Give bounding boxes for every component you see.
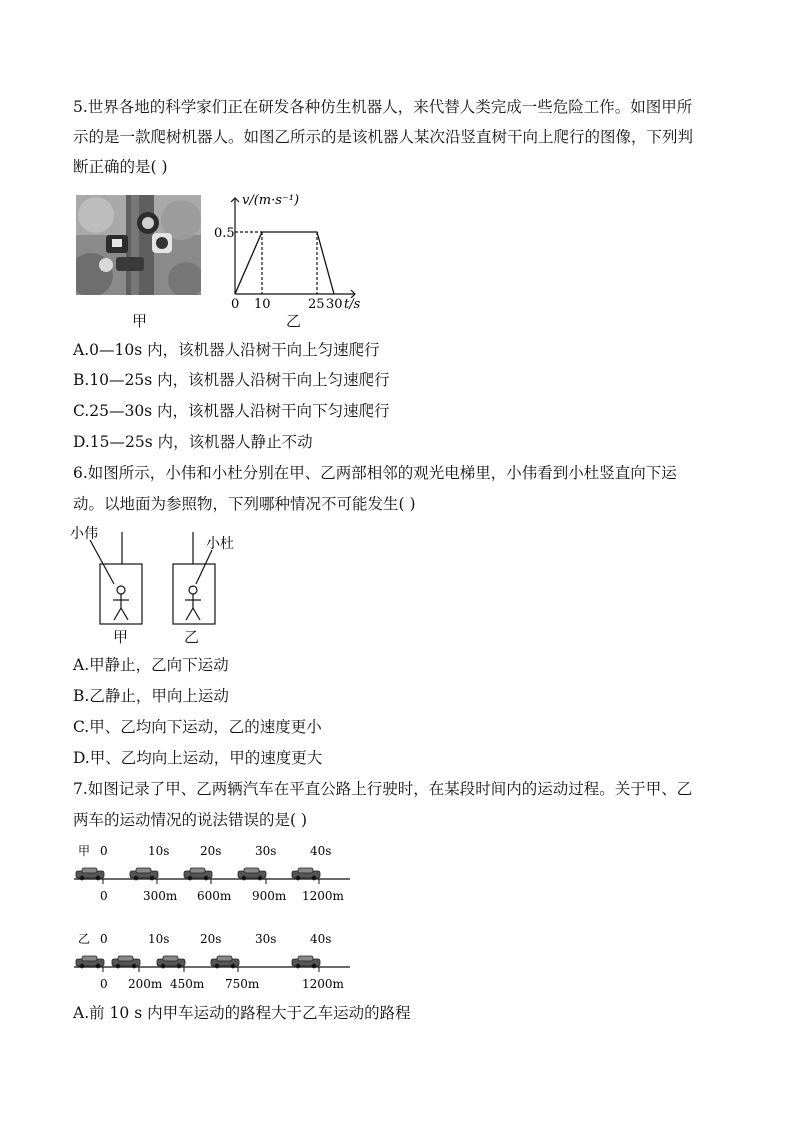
track-jia-label: 甲 — [78, 844, 91, 858]
track-jia-dist-3: 900m — [252, 889, 287, 903]
q7-stem-line-2: 两车的运动情况的说法错误的是( ) — [73, 811, 308, 829]
jia-cars — [76, 868, 320, 880]
track-jia-dist-0: 0 — [100, 889, 108, 903]
q7-stem-line-1: 7.如图记录了甲、乙两辆汽车在平直公路上行驶时，在某段时间内的运动过程。关于甲、乙 — [73, 780, 693, 798]
q6-stem-line-2: 动。以地面为参照物，下列哪种情况不可能发生( ) — [73, 495, 416, 513]
track-jia-time-0: 0 — [100, 844, 108, 858]
q6-option-a: A.甲静止，乙向下运动 — [73, 656, 229, 674]
track-yi-time-3: 30s — [255, 932, 277, 946]
q6-option-c: C.甲、乙均向下运动，乙的速度更小 — [73, 718, 322, 736]
q5-option-b: B.10—25s 内，该机器人沿树干向上匀速爬行 — [73, 371, 390, 389]
elevator-diagram — [70, 522, 250, 627]
graph-y-label: v/(m·s⁻¹) — [242, 193, 300, 208]
graph-x-tick-10: 10 — [254, 297, 271, 310]
q5-option-c: C.25—30s 内，该机器人沿树干向下匀速爬行 — [73, 402, 390, 420]
yi-cars — [76, 956, 320, 968]
label-xiaowei: 小伟 — [70, 526, 98, 542]
track-jia-time-3: 30s — [255, 844, 277, 858]
track-yi-time-1: 10s — [148, 932, 170, 946]
graph-x-label: t/s — [344, 297, 361, 310]
track-yi-time-0: 0 — [100, 932, 108, 946]
track-yi-time-4: 40s — [310, 932, 332, 946]
track-jia-dist-4: 1200m — [302, 889, 344, 903]
car-track-jia — [70, 838, 360, 908]
q6-caption-yi: 乙 — [184, 628, 200, 646]
track-yi-dist-1: 200m — [128, 977, 163, 991]
q5-option-d: D.15—25s 内，该机器人静止不动 — [73, 433, 313, 451]
graph-x-tick-30: 30 — [326, 297, 343, 310]
track-yi-dist-4: 1200m — [302, 977, 344, 991]
q5-stem-line-2: 示的是一款爬树机器人。如图乙所示的是该机器人某次沿竖直树干向上爬行的图像，下列判 — [73, 128, 694, 146]
track-yi-dist-3: 750m — [225, 977, 260, 991]
graph-x-tick-25: 25 — [308, 297, 325, 310]
track-yi-label: 乙 — [78, 932, 91, 946]
car-track-yi — [70, 926, 360, 996]
track-jia-dist-1: 300m — [143, 889, 178, 903]
q6-caption-jia: 甲 — [113, 628, 129, 646]
graph-y-tick: 0.5 — [214, 226, 235, 241]
q5-caption-jia: 甲 — [132, 312, 148, 330]
track-jia-time-4: 40s — [310, 844, 332, 858]
track-yi-time-2: 20s — [200, 932, 222, 946]
robot-photo — [76, 195, 201, 295]
track-jia-time-1: 10s — [148, 844, 170, 858]
track-yi-dist-0: 0 — [100, 977, 108, 991]
q5-caption-yi: 乙 — [286, 312, 302, 330]
q6-option-b: B.乙静止，甲向上运动 — [73, 687, 229, 705]
q6-stem-line-1: 6.如图所示，小伟和小杜分别在甲、乙两部相邻的观光电梯里，小伟看到小杜竖直向下运 — [73, 464, 677, 482]
q6-option-d: D.甲、乙均向上运动，甲的速度更大 — [73, 749, 323, 767]
track-jia-dist-2: 600m — [197, 889, 232, 903]
q5-option-a: A.0—10s 内，该机器人沿树干向上匀速爬行 — [73, 341, 380, 359]
q7-option-a: A.前 10 s 内甲车运动的路程大于乙车运动的路程 — [73, 1004, 411, 1022]
vt-graph — [210, 190, 370, 310]
q5-stem-line-1: 5.世界各地的科学家们正在研发各种仿生机器人，来代替人类完成一些危险工作。如图甲所 — [73, 98, 693, 116]
graph-x-tick-0: 0 — [231, 297, 240, 310]
q5-stem-line-3: 断正确的是( ) — [73, 158, 168, 176]
track-yi-dist-2: 450m — [170, 977, 205, 991]
track-jia-time-2: 20s — [200, 844, 222, 858]
label-xiaodu: 小杜 — [206, 536, 234, 552]
